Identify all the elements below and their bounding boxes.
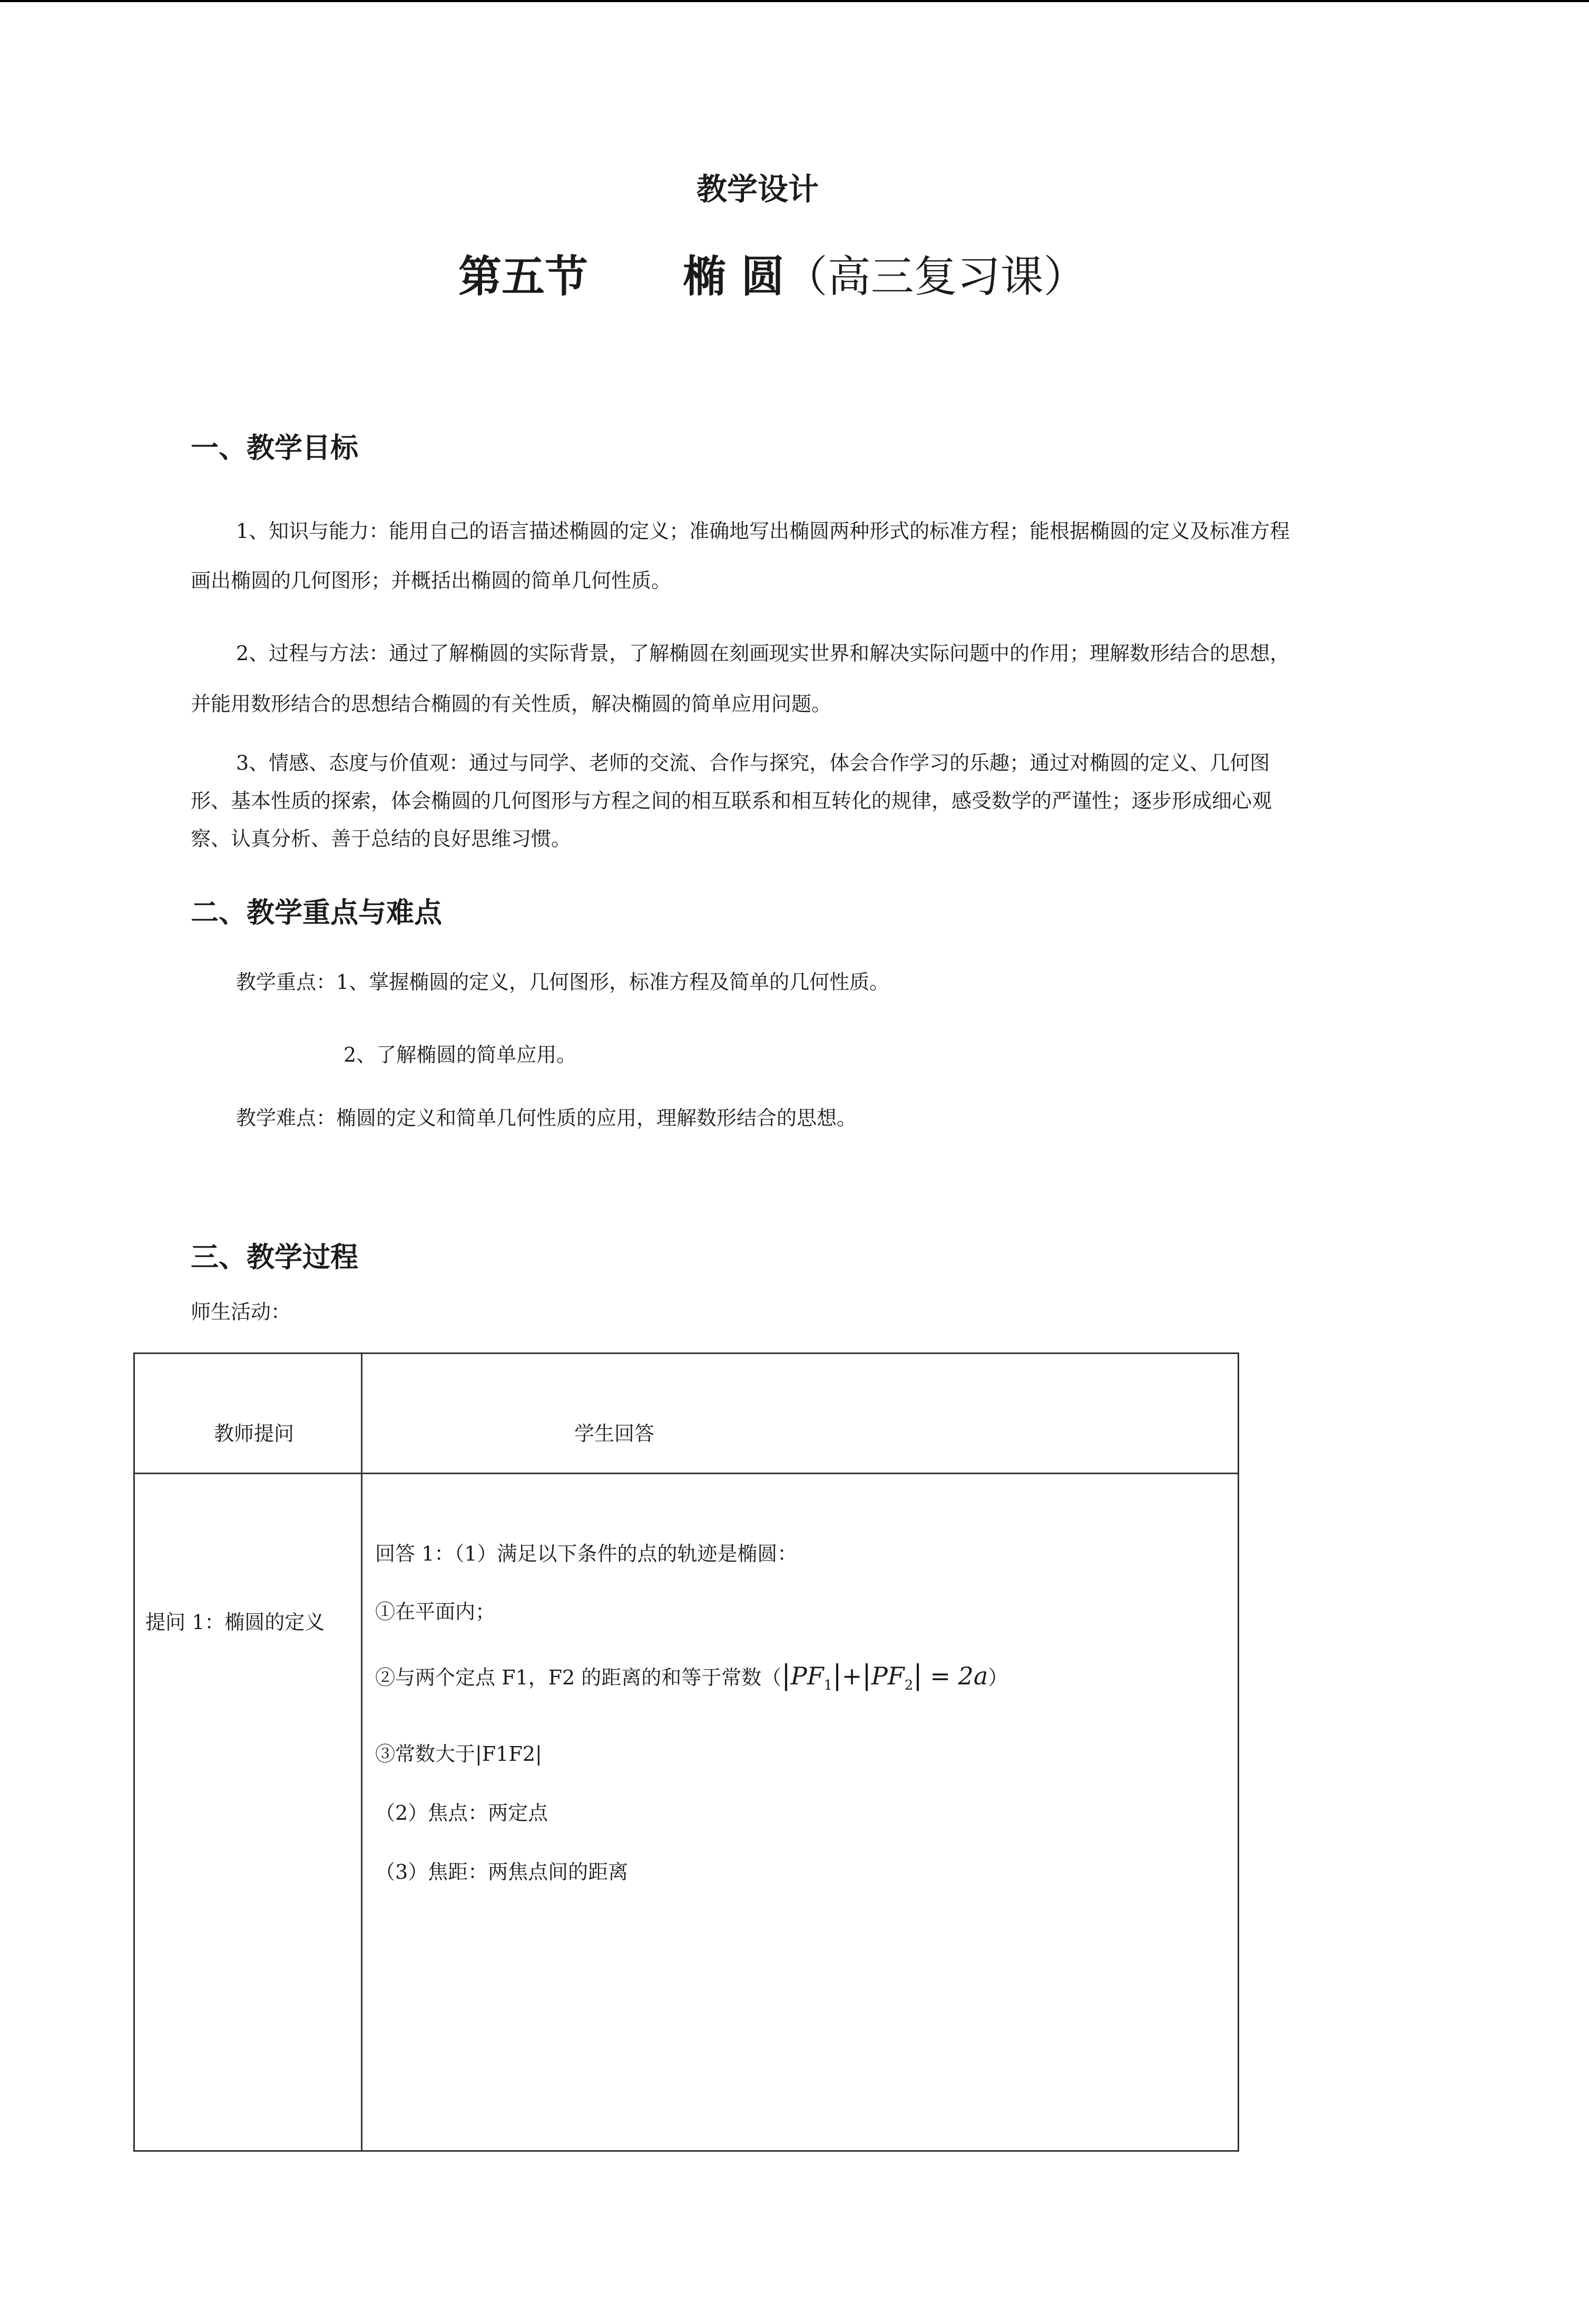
answer-cell xyxy=(362,1474,1239,2151)
question-cell xyxy=(134,1474,362,2151)
title-note: （高三复习课） xyxy=(784,252,1087,302)
col-header-teacher: 教师提问 xyxy=(214,1422,295,1445)
objective3-line3: 察、认真分析、善于总结的良好思维习惯。 xyxy=(191,827,572,850)
question-1: 提问 1：椭圆的定义 xyxy=(145,1611,325,1634)
key-point-1: 教学重点：1、掌握椭圆的定义，几何图形，标准方程及简单的几何性质。 xyxy=(236,970,890,994)
section2-heading: 二、教学重点与难点 xyxy=(191,897,442,929)
answer-line-3 xyxy=(375,1660,1008,1693)
answer-line-5: （2）焦点：两定点 xyxy=(375,1801,548,1825)
document-subtitle: 教学设计 xyxy=(697,171,819,207)
focal-sum-formula: $|PF_1|+|PF_2| = 2a$ xyxy=(781,1660,988,1694)
key-point-2: 2、了解椭圆的简单应用。 xyxy=(344,1043,577,1066)
document-title xyxy=(458,242,1087,304)
objective3-line2: 形、基本性质的探索，体会椭圆的几何图形与方程之间的相互联系和相互转化的规律，感受数学的严谨性；逐步形成细心观 xyxy=(191,789,1272,812)
top-border-line xyxy=(0,0,1589,2)
table-header-row xyxy=(134,1354,1239,1474)
answer-line-1: 回答 1：（1）满足以下条件的点的轨迹是椭圆： xyxy=(375,1542,798,1565)
col-header-student: 学生回答 xyxy=(574,1422,655,1445)
teaching-process-table xyxy=(133,1352,1239,2152)
table-row xyxy=(134,1474,1239,2151)
activity-intro: 师生活动： xyxy=(191,1300,291,1323)
title-section: 第五节 xyxy=(458,252,588,302)
objective1-line1: 1、知识与能力：能用自己的语言描述椭圆的定义；准确地写出椭圆两种形式的标准方程；能根据椭圆的定义及标准方程 xyxy=(236,519,1290,543)
answer-line-6: （3）焦距：两焦点间的距离 xyxy=(375,1860,629,1884)
difficulty-point: 教学难点：椭圆的定义和简单几何性质的应用，理解数形结合的思想。 xyxy=(236,1106,857,1130)
section1-heading: 一、教学目标 xyxy=(191,432,358,464)
objective3-line1: 3、情感、态度与价值观：通过与同学、老师的交流、合作与探究，体会合作学习的乐趣；通过对椭圆的定义、几何图 xyxy=(236,751,1270,774)
header-cell-teacher xyxy=(134,1354,362,1474)
answer-line-3-prefix: ②与两个定点 F1，F2 的距离的和等于常数（ xyxy=(375,1666,782,1689)
answer-line-3-suffix: ） xyxy=(988,1666,1008,1689)
objective2-line1: 2、过程与方法：通过了解椭圆的实际背景，了解椭圆在刻画现实世界和解决实际问题中的作用；理解数形结合的思想， xyxy=(236,642,1290,665)
objective2-line2: 并能用数形结合的思想结合椭圆的有关性质，解决椭圆的简单应用问题。 xyxy=(191,692,832,715)
objective1-line2: 画出椭圆的几何图形；并概括出椭圆的简单几何性质。 xyxy=(191,569,672,592)
header-cell-student xyxy=(362,1354,1239,1474)
answer-line-4: ③常数大于|F1F2| xyxy=(375,1742,542,1766)
title-topic: 椭 圆 xyxy=(683,252,784,302)
answer-line-2: ①在平面内； xyxy=(375,1600,496,1623)
section3-heading: 三、教学过程 xyxy=(191,1241,358,1273)
